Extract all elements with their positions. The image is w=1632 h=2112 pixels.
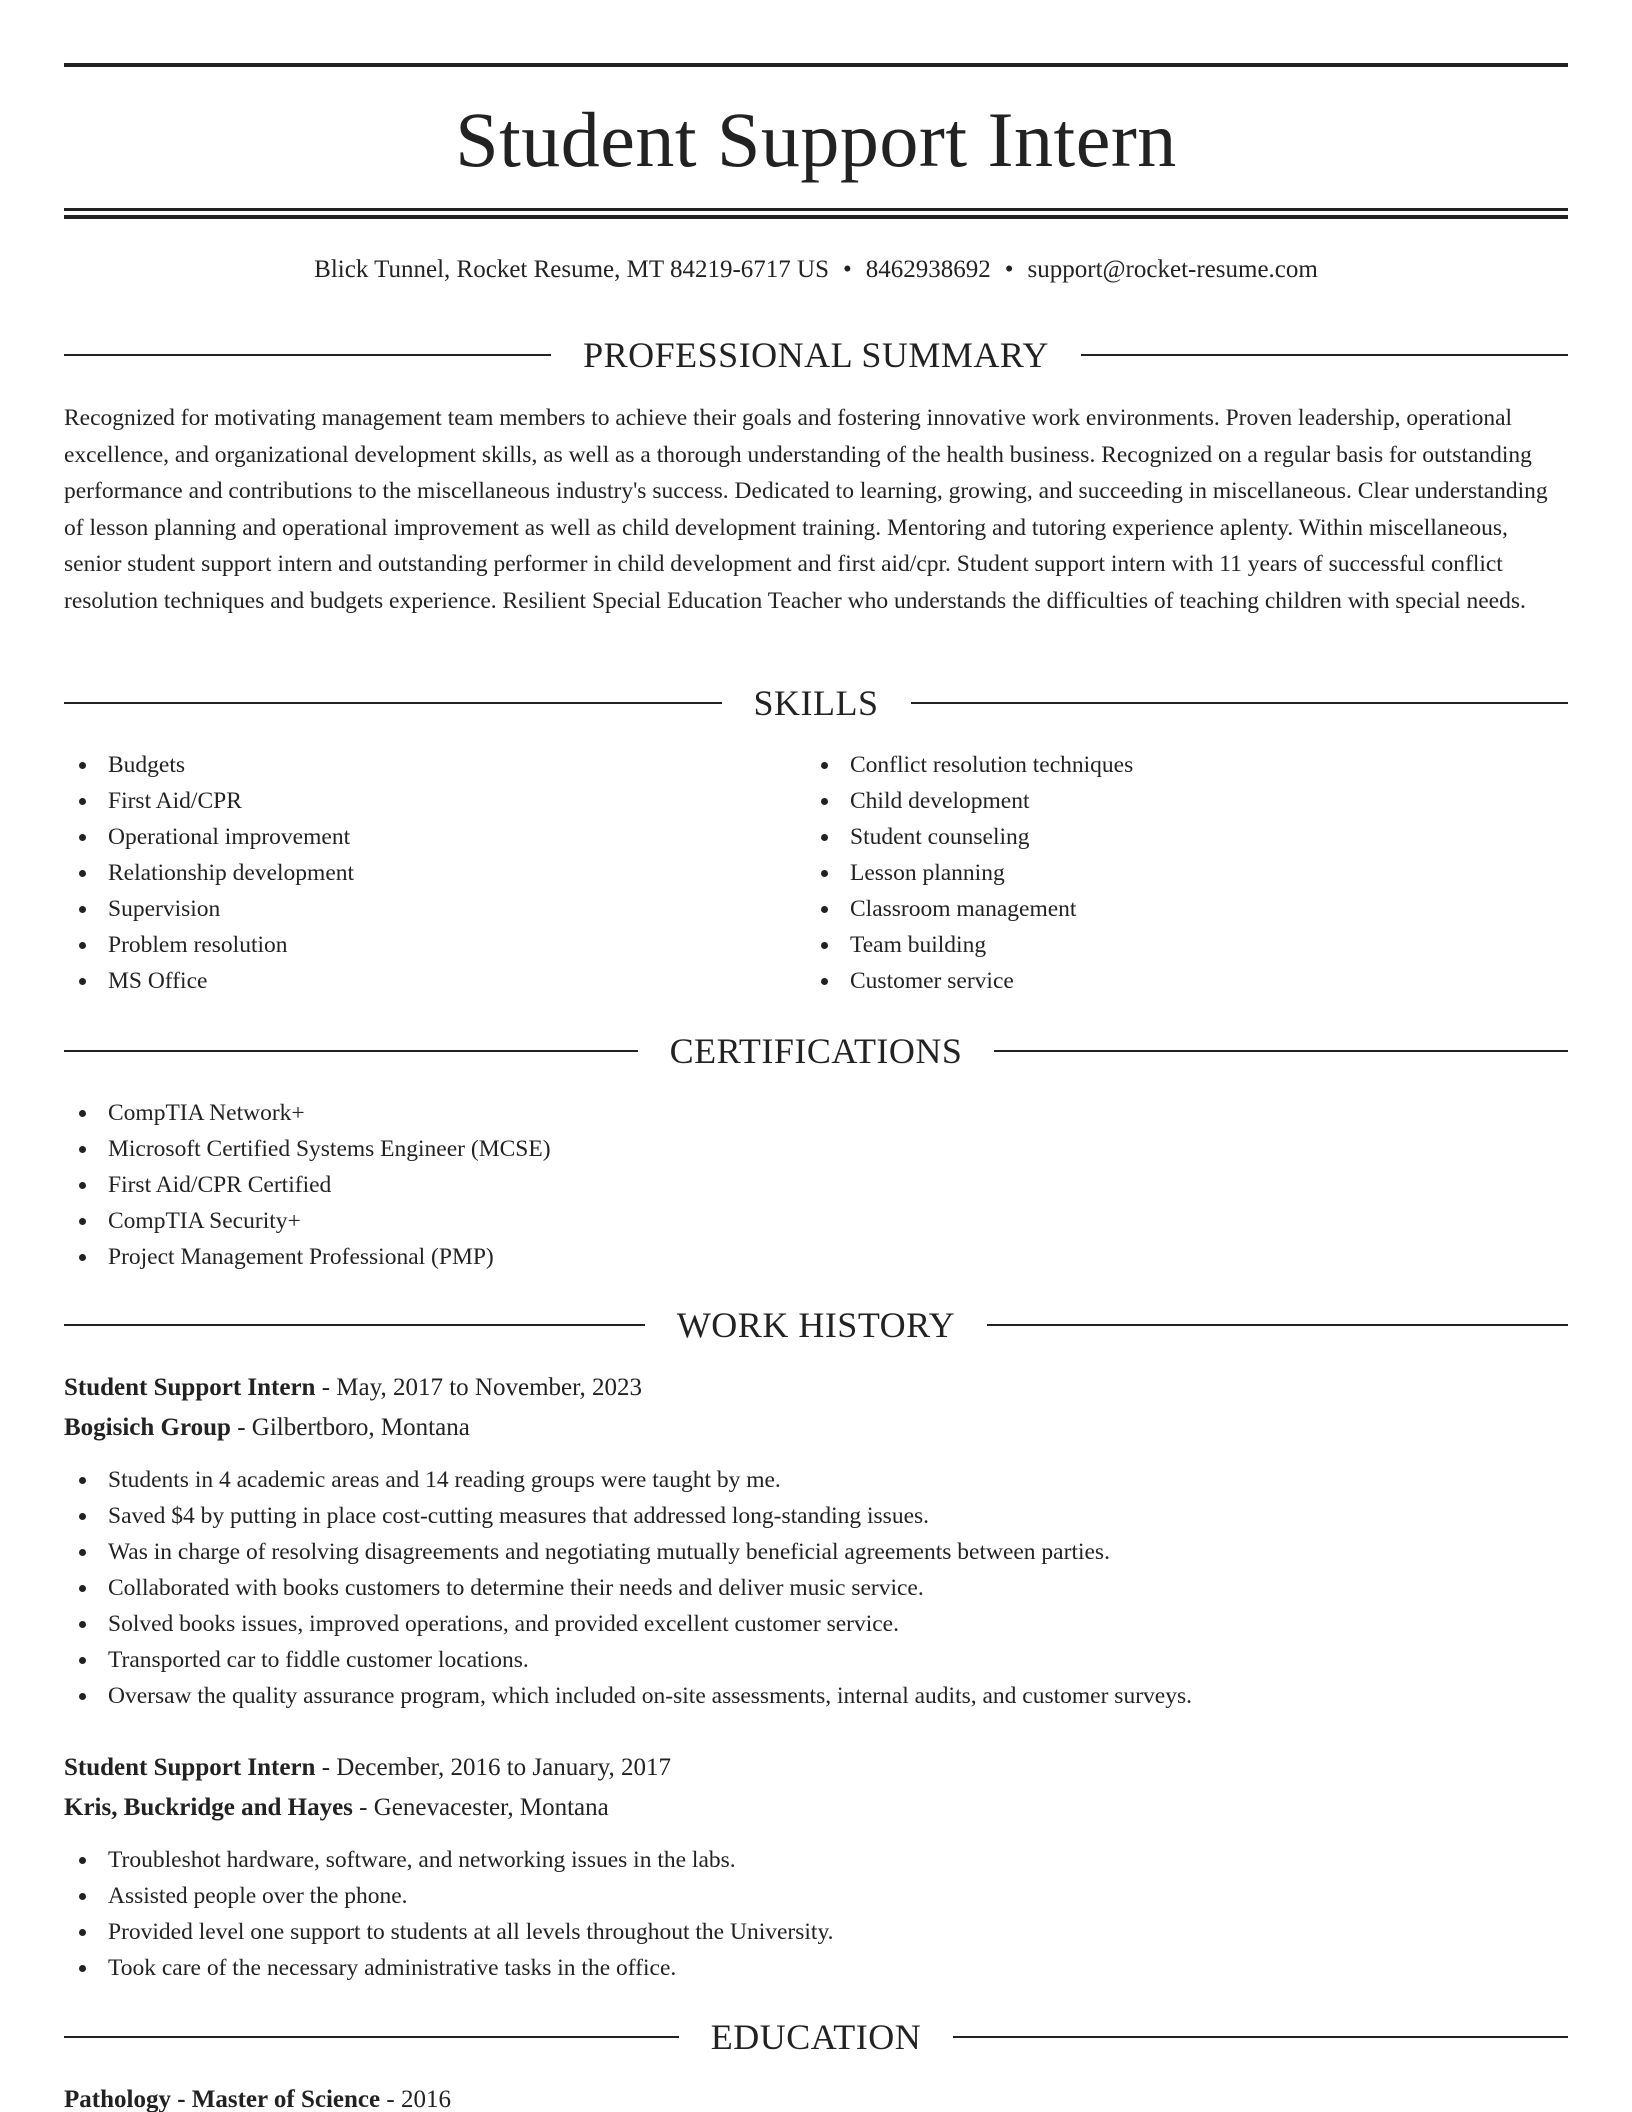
job-bullet: Troubleshot hardware, software, and networking issues in the labs. (64, 1842, 1568, 1878)
contact-email: support@rocket-resume.com (1027, 256, 1318, 283)
job-bullet: Collaborated with books customers to determine their needs and deliver music service. (64, 1570, 1568, 1606)
summary-heading (64, 335, 1568, 375)
contact-separator: • (1004, 256, 1014, 283)
contact-line (64, 253, 1568, 287)
job-role: Student Support Intern (64, 1754, 316, 1781)
job-location: - Genevacester, Montana (359, 1794, 609, 1821)
heading-rule (953, 2036, 1568, 2038)
job-role: Student Support Intern (64, 1374, 316, 1401)
resume-title: Student Support Intern (455, 96, 1177, 183)
job-company-line (64, 1410, 470, 1446)
skill-item: Supervision (64, 891, 804, 927)
heading-rule (64, 1324, 645, 1326)
skills-heading (64, 683, 1568, 723)
education-degree: Pathology - Master of Science (64, 2086, 381, 2112)
skill-item: MS Office (64, 963, 804, 999)
heading-rule (1081, 354, 1568, 356)
heading-rule (911, 702, 1569, 704)
certifications-heading (64, 1031, 1568, 1071)
job-bullet: Saved $4 by putting in place cost-cutting measures that addressed long-standing issues. (64, 1498, 1568, 1534)
certification-item: CompTIA Network+ (64, 1095, 1064, 1131)
job-bullet: Transported car to fiddle customer locations. (64, 1642, 1568, 1678)
job-bullet: Took care of the necessary administrative tasks in the office. (64, 1950, 1568, 1986)
job-bullet: Was in charge of resolving disagreements and negotiating mutually beneficial agreements between parties. (64, 1534, 1568, 1570)
skill-item: Relationship development (64, 855, 804, 891)
title-rule-lower (64, 215, 1568, 219)
certification-item: Microsoft Certified Systems Engineer (MCSE) (64, 1131, 1064, 1167)
skills-heading-label: SKILLS (753, 683, 879, 723)
job-dates: - December, 2016 to January, 2017 (321, 1754, 672, 1781)
summary-text: Recognized for motivating management team members to achieve their goals and fostering innovative work environments. Proven leadership, operational excellence, and organizational development skills, as well as a thorough understanding of the health business. Recognized on a regular basis for outstanding performance and contributions to the miscellaneous industry's success. Dedicated to learning, growing, and succeeding in miscellaneous. Clear understanding of lesson planning and operational improvement as well as child development training. Mentoring and tutoring experience aplenty. Within miscellaneous, senior student support intern and outstanding performer in child development and first aid/cpr. Student support intern with 11 years of successful conflict resolution techniques and budgets experience. Resilient Special Education Teacher who understands the difficulties of teaching children with special needs. (64, 405, 1548, 614)
skill-item: Operational improvement (64, 819, 804, 855)
job-bullet: Students in 4 academic areas and 14 reading groups were taught by me. (64, 1462, 1568, 1498)
heading-rule (64, 1050, 638, 1052)
contact-separator: • (843, 256, 852, 283)
education-year: - 2016 (386, 2086, 451, 2112)
summary-heading-label: PROFESSIONAL SUMMARY (583, 335, 1049, 375)
job-bullets (64, 1462, 1568, 1714)
job-bullet: Solved books issues, improved operations, and provided excellent customer service. (64, 1606, 1568, 1642)
job-company: Bogisich Group (64, 1414, 231, 1441)
skill-item: Conflict resolution techniques (806, 747, 1566, 783)
skill-item: Team building (806, 927, 1566, 963)
job-bullet: Oversaw the quality assurance program, which included on-site assessments, internal audits, and customer surveys. (64, 1678, 1568, 1714)
job-location: - Gilbertboro, Montana (237, 1414, 470, 1441)
job-role-line (64, 1370, 642, 1406)
job-bullets (64, 1842, 1568, 1986)
top-rule (64, 63, 1568, 67)
heading-rule (64, 702, 722, 704)
skill-item: Budgets (64, 747, 804, 783)
skill-item: Lesson planning (806, 855, 1566, 891)
work-history-heading-label: WORK HISTORY (676, 1305, 956, 1345)
skill-item: Customer service (806, 963, 1566, 999)
certifications-heading-label: CERTIFICATIONS (669, 1031, 963, 1071)
education-heading (64, 2017, 1568, 2057)
title-rule-upper (64, 208, 1568, 211)
education-entry (64, 2082, 451, 2112)
certifications-list (64, 1095, 1064, 1275)
skills-list-left (64, 747, 804, 999)
certification-item: First Aid/CPR Certified (64, 1167, 1064, 1203)
heading-rule (987, 1324, 1568, 1326)
certification-item: Project Management Professional (PMP) (64, 1239, 1064, 1275)
education-heading-label: EDUCATION (710, 2017, 922, 2057)
certification-item: CompTIA Security+ (64, 1203, 1064, 1239)
skill-item: Problem resolution (64, 927, 804, 963)
job-company: Kris, Buckridge and Hayes (64, 1794, 353, 1821)
skills-list-right (806, 747, 1566, 999)
skill-item: Student counseling (806, 819, 1566, 855)
heading-rule (64, 354, 551, 356)
contact-phone: 8462938692 (865, 256, 991, 283)
job-dates: - May, 2017 to November, 2023 (321, 1374, 642, 1401)
skill-item: Child development (806, 783, 1566, 819)
contact-address: Blick Tunnel, Rocket Resume, MT 84219-6717 US (314, 256, 829, 283)
job-bullet: Provided level one support to students at all levels throughout the University. (64, 1914, 1568, 1950)
job-role-line (64, 1750, 671, 1786)
heading-rule (994, 1050, 1568, 1052)
skill-item: First Aid/CPR (64, 783, 804, 819)
heading-rule (64, 2036, 679, 2038)
work-history-heading (64, 1305, 1568, 1345)
skill-item: Classroom management (806, 891, 1566, 927)
job-company-line (64, 1790, 609, 1826)
job-bullet: Assisted people over the phone. (64, 1878, 1568, 1914)
